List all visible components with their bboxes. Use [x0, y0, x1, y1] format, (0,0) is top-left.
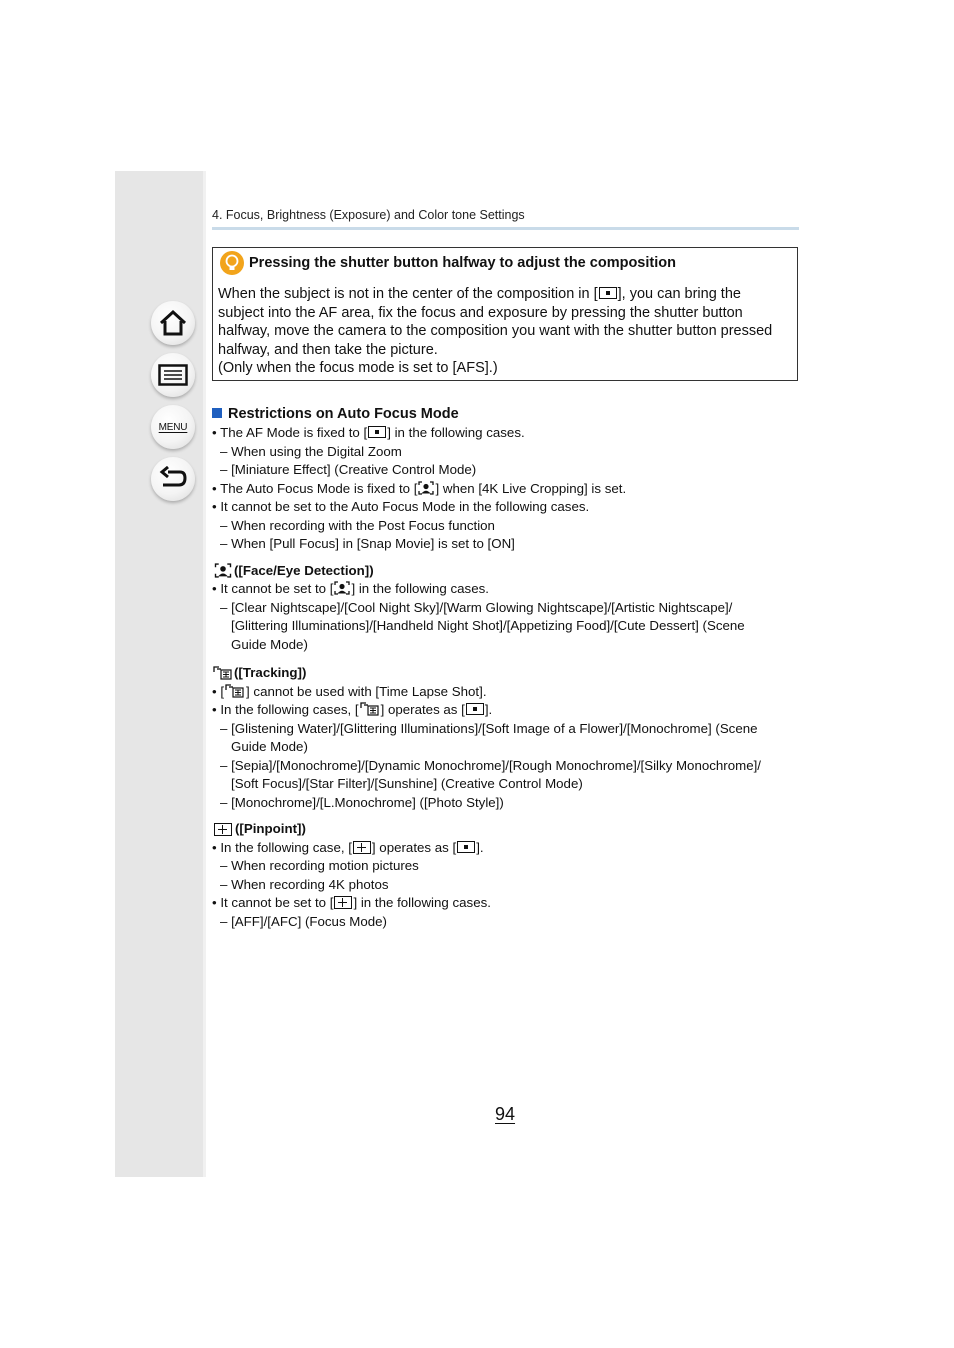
dash-item: – [Sepia]/[Monochrome]/[Dynamic Monochrome]/[Rough Monochrome]/[Silky Monochrome]/: [220, 757, 761, 773]
dash-item: – When recording 4K photos: [220, 876, 389, 892]
bullet: • It cannot be set to the Auto Focus Mode in the following cases.: [212, 499, 590, 514]
square-bullet-icon: [212, 408, 222, 418]
section-title-text: Restrictions on Auto Focus Mode: [228, 406, 459, 422]
tip-text: (Only when the focus mode is set to [AFS].): [218, 360, 498, 376]
dash-item: – When recording motion pictures: [220, 858, 419, 873]
bullet: • It cannot be set to [ ] in the following cases.: [212, 581, 489, 596]
spacer: [212, 554, 802, 562]
chapter-header: 4. Focus, Brightness (Exposure) and Color tone Settings: [212, 208, 525, 222]
main-content: [212, 405, 802, 931]
return-icon: [158, 466, 188, 492]
pinpoint-icon: [353, 841, 371, 854]
tracking-icon: [225, 684, 245, 698]
dash-item: – [AFF]/[AFC] (Focus Mode): [220, 913, 387, 929]
face-detection-title: ([Face/Eye Detection]): [234, 562, 374, 578]
tracking-heading: [212, 664, 802, 683]
spacer: [212, 812, 802, 820]
tip-text: When the subject is not in the center of the composition in [: [218, 286, 598, 302]
face-detection-icon: [214, 563, 232, 578]
tip-text: subject into the AF area, fix the focus and exposure by pressing the shutter button: [218, 304, 743, 321]
pinpoint-icon: [214, 823, 232, 836]
pinpoint-heading: [212, 820, 802, 839]
dash-item: – [Glistening Water]/[Glittering Illuminations]/[Soft Image of a Flower]/[Monochrome] (Scene: [220, 720, 758, 736]
dash-item: – [Monochrome]/[L.Monochrome] ([Photo Style]): [220, 794, 504, 810]
dash-item: – [Miniature Effect] (Creative Control Mode): [220, 462, 477, 477]
lightbulb-icon: [220, 251, 244, 275]
tracking-icon: [213, 666, 233, 680]
header-rule: [212, 227, 799, 230]
af-1-area-icon: [457, 841, 475, 853]
tip-box: [212, 247, 798, 381]
sidebar-edge: [203, 171, 206, 1177]
bullet: • The Auto Focus Mode is fixed to [ ] when [4K Live Cropping] is set.: [212, 480, 627, 496]
bullet: • In the following cases, [ ] operates as [ ].: [212, 702, 493, 717]
dash-item-continued: Guide Mode): [231, 739, 308, 754]
page-number[interactable]: 94: [495, 1104, 516, 1124]
dash-item: – When recording with the Post Focus function: [220, 517, 495, 533]
menu-label: MENU: [158, 421, 188, 433]
face-detection-heading: [212, 562, 802, 581]
tracking-icon: [360, 702, 380, 716]
home-icon: [158, 309, 188, 337]
list-icon: [158, 364, 188, 386]
tip-text: ], you can bring the: [617, 286, 741, 302]
menu-button[interactable]: [151, 405, 195, 449]
bullet: • [ ] cannot be used with [Time Lapse Shot].: [212, 683, 487, 699]
dash-item-continued: [Soft Focus]/[Star Filter]/[Sunshine] (Creative Control Mode): [231, 776, 583, 791]
home-button[interactable]: [151, 301, 195, 345]
face-detection-icon: [334, 581, 350, 595]
tip-text: halfway, move the camera to the composition you want with the shutter button pressed: [218, 323, 773, 339]
section-title: [212, 405, 802, 424]
dash-item: – When [Pull Focus] in [Snap Movie] is set to [ON]: [220, 536, 515, 551]
contents-button[interactable]: [151, 353, 195, 397]
dash-item: – When using the Digital Zoom: [220, 443, 402, 459]
dash-item-continued: [Glittering Illuminations]/[Handheld Night Shot]/[Appetizing Food]/[Cute Dessert] (Scene: [231, 618, 745, 633]
pinpoint-icon: [334, 896, 352, 909]
back-button[interactable]: [151, 457, 195, 501]
tip-text: halfway, and then take the picture.: [218, 341, 438, 358]
spacer: [212, 654, 802, 664]
tip-body: [218, 285, 792, 378]
tip-title: Pressing the shutter button halfway to adjust the composition: [249, 255, 676, 271]
dash-item-continued: Guide Mode): [231, 636, 308, 652]
bullet: • The AF Mode is fixed to [ ] in the following cases.: [212, 425, 525, 440]
tracking-title: ([Tracking]): [234, 665, 307, 680]
pinpoint-title: ([Pinpoint]): [235, 821, 306, 836]
af-1-area-icon: [466, 703, 484, 715]
af-1-area-icon: [368, 426, 386, 438]
bullet: • It cannot be set to [ ] in the following cases.: [212, 895, 491, 910]
bullet: • In the following case, [ ] operates as [ ].: [212, 839, 484, 855]
face-detection-icon: [418, 481, 434, 495]
dash-item: – [Clear Nightscape]/[Cool Night Sky]/[Warm Glowing Nightscape]/[Artistic Nightscape]/: [220, 599, 733, 615]
af-1-area-icon: [599, 287, 617, 299]
